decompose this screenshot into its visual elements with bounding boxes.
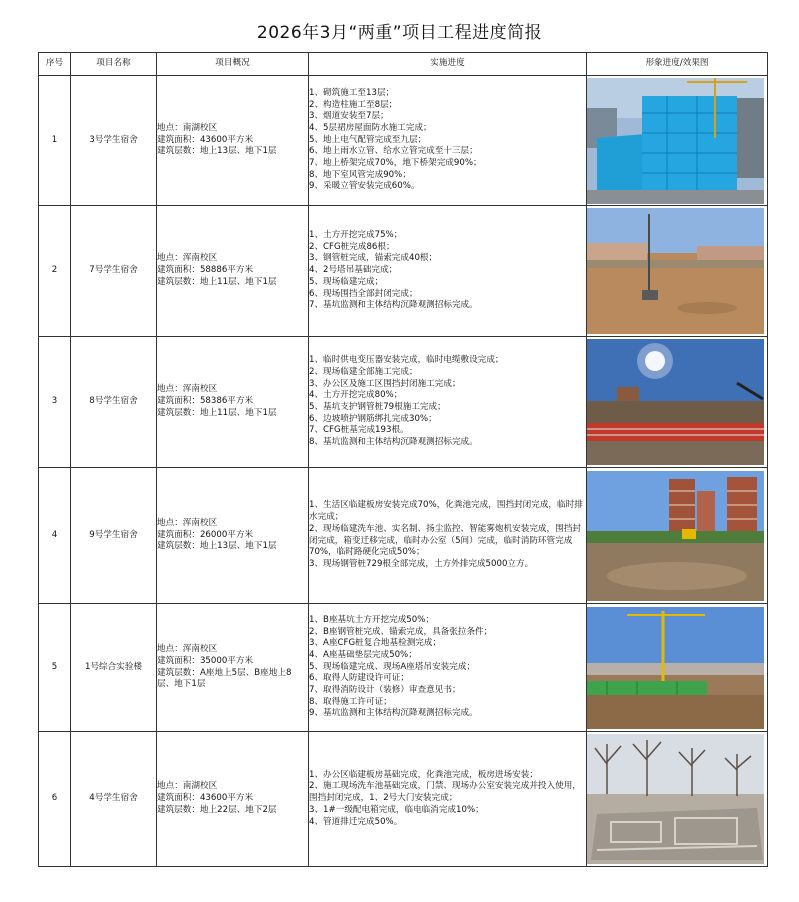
progress-item: 9、基坑监测和主体结构沉降观测招标完成。 [309, 708, 478, 719]
overview-floors: 建筑层数：地上11层、地下1层 [157, 276, 277, 287]
progress-photo-cell [587, 604, 768, 732]
table-row [39, 604, 768, 732]
progress-item: 2、现场临建全部施工完成； [309, 366, 418, 377]
overview-area: 建筑面积：43600平方米 [157, 134, 254, 145]
progress-photo-cell [587, 337, 768, 468]
header-name: 项目名称 [71, 53, 157, 76]
project-name: 4号学生宿舍 [71, 732, 157, 867]
row-number: 4 [39, 468, 71, 604]
project-overview [157, 206, 309, 337]
progress-item: 2、施工现场洗车池基础完成，门禁、现场办公室安装完成并投入使用，围挡封闭完成，1、2号大门安装完成； [309, 781, 581, 804]
overview-floors: 建筑层数：地上13层、地下1层 [157, 541, 277, 552]
progress-item: 6、现场围挡全部封闭完成； [309, 288, 418, 299]
progress-item: 3、A座CFG桩复合地基检测完成； [309, 638, 442, 649]
progress-item: 3、钢管桩完成，锚索完成40根； [309, 253, 438, 264]
progress-item: 8、地下室风管完成90%； [309, 169, 411, 180]
progress-item: 6、取得人防建设许可证； [309, 673, 409, 684]
project-overview [157, 732, 309, 867]
progress-item: 1、办公区临建板房基础完成，化粪池完成，板房进场安装； [309, 769, 538, 780]
project-name: 3号学生宿舍 [71, 76, 157, 206]
overview-area: 建筑面积：26000平方米 [157, 529, 254, 540]
progress-item: 8、取得施工许可证； [309, 696, 392, 707]
header-overview: 项目概况 [157, 53, 309, 76]
project-overview [157, 468, 309, 604]
progress-item: 3、烟道安装至7层； [309, 111, 389, 122]
overview-area: 建筑面积：43600平方米 [157, 793, 254, 804]
project-name: 9号学生宿舍 [71, 468, 157, 604]
project-overview [157, 76, 309, 206]
overview-area: 建筑面积：35000平方米 [157, 655, 254, 666]
report-title: 2026年3月“两重”项目工程进度简报 [256, 23, 543, 43]
progress-item: 4、2号塔吊基础完成； [309, 265, 398, 276]
progress-item: 1、土方开挖完成75%； [309, 230, 403, 241]
progress-item: 5、现场临建完成； [309, 276, 384, 287]
progress-item: 4、5层裙房屋面防水施工完成； [309, 122, 432, 133]
row-number: 2 [39, 206, 71, 337]
overview-location: 地点：浑南校区 [157, 253, 218, 264]
table-row [39, 76, 768, 206]
progress-item: 5、基坑支护钢管桩79根施工完成； [309, 402, 446, 412]
progress-item: 4、A座基础垫层完成50%； [309, 649, 417, 660]
foundation-winter-trees-photo [587, 734, 764, 864]
row-number: 6 [39, 732, 71, 867]
table-row [39, 732, 768, 867]
progress-list [309, 468, 587, 604]
progress-item: 9、采暖立管安装完成60%。 [309, 181, 420, 192]
progress-item: 3、办公区及施工区围挡封闭施工完成； [309, 378, 461, 389]
overview-floors: 建筑层数：地上11层、地下1层 [157, 407, 277, 418]
header-no: 序号 [39, 53, 71, 76]
row-number: 5 [39, 604, 71, 732]
progress-item: 8、基坑监测和主体结构沉降观测招标完成。 [309, 437, 478, 448]
table-row [39, 206, 768, 337]
progress-item: 2、B座钢管桩完成、锚索完成，具备张拉条件； [309, 626, 493, 637]
project-overview [157, 337, 309, 468]
progress-item: 4、土方开挖完成80%； [309, 390, 403, 401]
table-header-row [39, 53, 768, 76]
progress-item: 2、构造柱施工至8层； [309, 99, 398, 110]
progress-item: 7、地上桥架完成70%，地下桥架完成90%； [309, 158, 482, 169]
progress-item: 5、地上电气配管完成至九层； [309, 134, 427, 145]
overview-location: 地点：浑南校区 [157, 517, 218, 528]
progress-list [309, 76, 587, 206]
progress-photo-cell [587, 732, 768, 867]
progress-item: 1、生活区临建板房安装完成70%，化粪池完成，围挡封闭完成，临时排水完成； [309, 500, 583, 523]
progress-item: 1、B座基坑土方开挖完成50%； [309, 614, 434, 625]
project-overview [157, 604, 309, 732]
table-row [39, 337, 768, 468]
project-name: 1号综合实验楼 [71, 604, 157, 732]
header-image: 形象进度/效果图 [587, 53, 768, 76]
progress-item: 4、管道排迁完成50%。 [309, 816, 403, 827]
progress-item: 3、1#一级配电箱完成，临电临消完成10%； [309, 804, 484, 815]
progress-item: 1、砌筑施工至13层； [309, 87, 395, 98]
progress-item: 7、取得消防设计（装修）审查意见书； [309, 685, 461, 696]
overview-location: 地点：南湖校区 [157, 781, 218, 792]
overview-floors: 建筑层数：地上22层、地下2层 [157, 804, 277, 815]
progress-list [309, 732, 587, 867]
overview-location: 地点：南湖校区 [157, 122, 218, 133]
overview-area: 建筑面积：58386平方米 [157, 396, 254, 407]
progress-list [309, 337, 587, 468]
overview-floors: 建筑层数：地上13层、地下1层 [157, 146, 277, 157]
progress-item: 2、现场临建洗车池、实名制、扬尘监控、智能雾炮机安装完成，围挡封闭完成，箱变迁移完成，临时办公室（5间）完成，临时消防环管完成70%，临时路硬化完成50%； [309, 523, 581, 558]
project-name: 8号学生宿舍 [71, 337, 157, 468]
progress-item: 2、CFG桩完成86根； [309, 241, 395, 252]
overview-location: 地点：浑南校区 [157, 644, 218, 655]
progress-item: 6、边坡喷护钢筋绑扎完成30%； [309, 413, 437, 424]
progress-photo-cell [587, 76, 768, 206]
row-number: 1 [39, 76, 71, 206]
overview-floors: 建筑层数：A座地上5层、B座地上8层、地下1层 [157, 667, 292, 690]
progress-item: 3、现场钢管桩729根全部完成，土方外排完成5000立方。 [309, 558, 534, 569]
excavation-site-photo [587, 339, 764, 465]
overview-area: 建筑面积：58886平方米 [157, 265, 254, 276]
row-number: 3 [39, 337, 71, 468]
progress-photo-cell [587, 206, 768, 337]
progress-list [309, 604, 587, 732]
blue-netted-building-photo [587, 78, 764, 204]
progress-table [38, 52, 768, 867]
progress-list [309, 206, 587, 337]
progress-item: 7、基坑监测和主体结构沉降观测招标完成。 [309, 300, 478, 311]
progress-item: 7、CFG桩基完成193根。 [309, 425, 409, 436]
progress-item: 1、临时供电变压器安装完成，临时电缆敷设完成； [309, 355, 504, 366]
overview-location: 地点：浑南校区 [157, 384, 218, 395]
tower-crane-site-photo [587, 607, 764, 729]
header-progress: 实施进度 [309, 53, 587, 76]
earthwork-site-photo [587, 471, 764, 601]
progress-item: 6、地上雨水立管、给水立管完成至十三层； [309, 146, 478, 157]
table-row [39, 468, 768, 604]
project-name: 7号学生宿舍 [71, 206, 157, 337]
progress-photo-cell [587, 468, 768, 604]
progress-item: 5、现场临建完成、现场A座塔吊安装完成； [309, 661, 476, 672]
pile-driver-site-photo [587, 208, 764, 334]
